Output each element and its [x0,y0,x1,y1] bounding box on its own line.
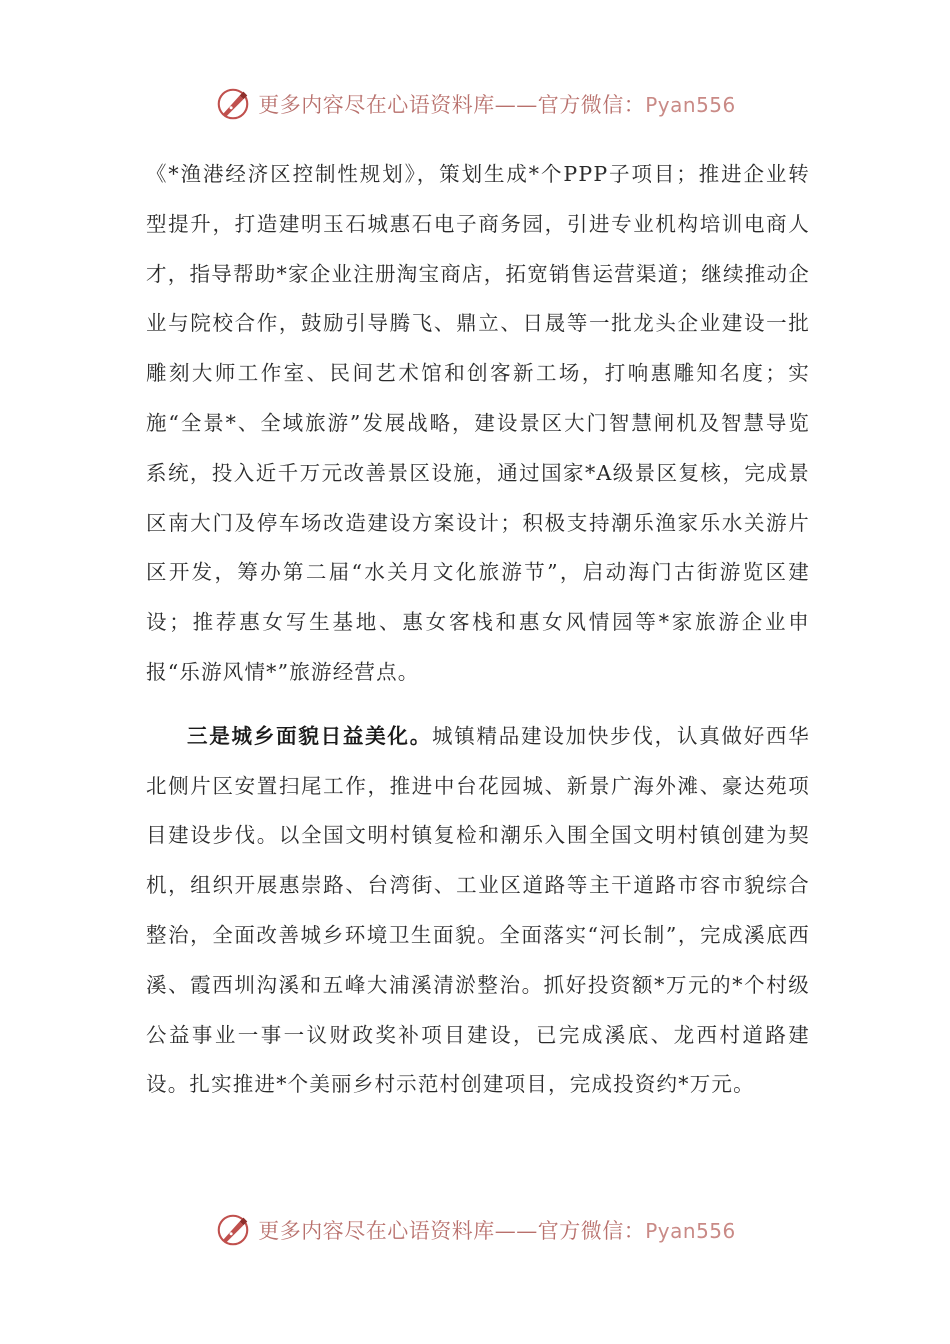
banner-text: 更多内容尽在心语资料库——官方微信：Pyan556 [258,1219,736,1243]
paragraph-2-lead: 三是城乡面貌日益美化。 [187,723,432,748]
header-banner [0,84,950,124]
pen-nib-logo-icon [214,1211,252,1249]
paragraph-1 [146,150,810,698]
paragraph-2 [146,712,810,1110]
pen-nib-logo-icon [214,85,252,123]
paragraph-2-text: 城镇精品建设加快步伐，认真做好西华北侧片区安置扫尾工作，推进中台花园城、新景广海外滩、豪达苑项目建设步伐。以全国文明村镇复检和潮乐入围全国文明村镇创建为契机，组织开展惠崇路、台湾街、工业区道路等主干道路市容市貌综合整治，全面改善城乡环境卫生面貌。全面落实“河长制”，完成溪底西溪、霞西圳沟溪和五峰大浦溪清淤整治。抓好投资额*万元的*个村级公益事业一事一议财政奖补项目建设，已完成溪底、龙西村道路建设。扎实推进*个美丽乡村示范村创建项目，完成投资约*万元。 [146,723,811,1097]
footer-banner [0,1210,950,1250]
banner-text: 更多内容尽在心语资料库——官方微信：Pyan556 [258,93,736,117]
document-body [146,150,810,1110]
paragraph-1-text: 《*渔港经济区控制性规划》，策划生成*个PPP子项目；推进企业转型提升，打造建明玉石城惠石电子商务园，引进专业机构培训电商人才，指导帮助*家企业注册淘宝商店，拓宽销售运营渠道；继续推动企业与院校合作，鼓励引导腾飞、鼎立、日晟等一批龙头企业建设一批雕刻大师工作室、民间艺术馆和创客新工场，打响惠雕知名度；实施“全景*、全域旅游”发展战略，建设景区大门智慧闸机及智慧导览系统，投入近千万元改善景区设施，通过国家*A级景区复核，完成景区南大门及停车场改造建设方案设计；积极支持潮乐渔家乐水关游片区开发，筹办第二届“水关月文化旅游节”，启动海门古街游览区建设；推荐惠女写生基地、惠女客栈和惠女风情园等*家旅游企业申报“乐游风情*”旅游经营点。 [146,162,810,684]
